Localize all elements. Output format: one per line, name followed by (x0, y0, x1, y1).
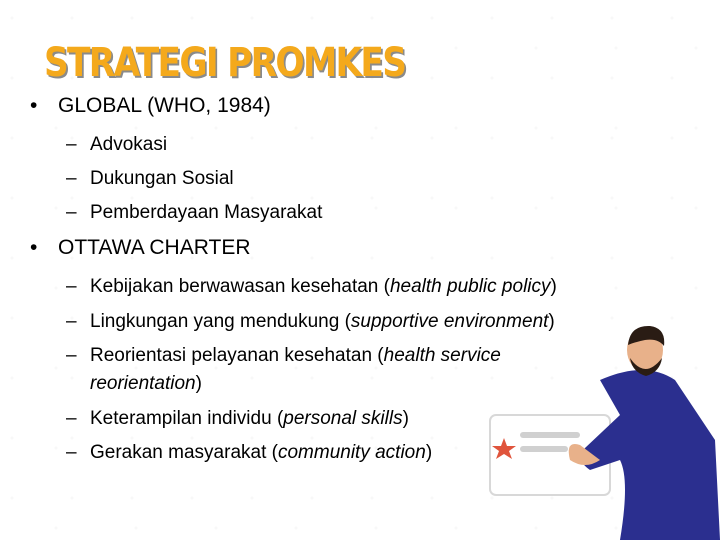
bullet-icon: • (30, 94, 38, 117)
list-item-term: community action (277, 442, 426, 463)
list-item-end: ) (425, 442, 433, 463)
list-item-end: ) (402, 408, 409, 429)
dash-icon: – (66, 134, 77, 155)
list-item-text: Keterampilan individu ( (90, 408, 284, 429)
list-item (66, 408, 409, 430)
list-item-end: ) (548, 311, 555, 332)
list-item-label: Dukungan Sosial (90, 168, 234, 189)
dash-icon: – (66, 276, 77, 297)
list-item (66, 345, 501, 367)
list-item-text: Reorientasi pelayanan kesehatan ( (90, 345, 384, 366)
section-heading-global (30, 94, 271, 118)
list-item-label: Pemberdayaan Masyarakat (90, 202, 323, 223)
bullet-icon: • (30, 236, 38, 259)
dash-icon: – (66, 442, 77, 463)
slide-title: STRATEGI PROMKES (44, 40, 406, 86)
list-item-term: health service (383, 345, 501, 366)
list-item-label: Advokasi (90, 134, 168, 155)
dash-icon: – (66, 311, 77, 332)
list-item-term: personal skills (283, 408, 403, 429)
list-item (66, 311, 555, 333)
dash-icon: – (66, 168, 77, 189)
section-heading-ottawa (30, 236, 251, 260)
list-item-end: ) (550, 276, 557, 297)
list-item (66, 168, 234, 190)
list-item-term: supportive environment (350, 311, 549, 332)
list-item-text: Gerakan masyarakat ( (90, 442, 278, 463)
section-heading-label: GLOBAL (WHO, 1984) (58, 94, 271, 117)
list-item-term: reorientation (90, 373, 196, 394)
list-item (66, 134, 167, 156)
list-item-text: Kebijakan berwawasan kesehatan ( (90, 276, 390, 297)
list-item (66, 202, 322, 224)
dash-icon: – (66, 202, 77, 223)
section-heading-label: OTTAWA CHARTER (58, 236, 251, 259)
list-item-continuation (90, 373, 202, 395)
dash-icon: – (66, 408, 77, 429)
dash-icon: – (66, 345, 77, 366)
list-item-term: health public policy (389, 276, 551, 297)
list-item-end: ) (195, 373, 202, 394)
list-item (66, 442, 432, 464)
list-item-text: Lingkungan yang mendukung ( (90, 311, 351, 332)
list-item (66, 276, 557, 298)
